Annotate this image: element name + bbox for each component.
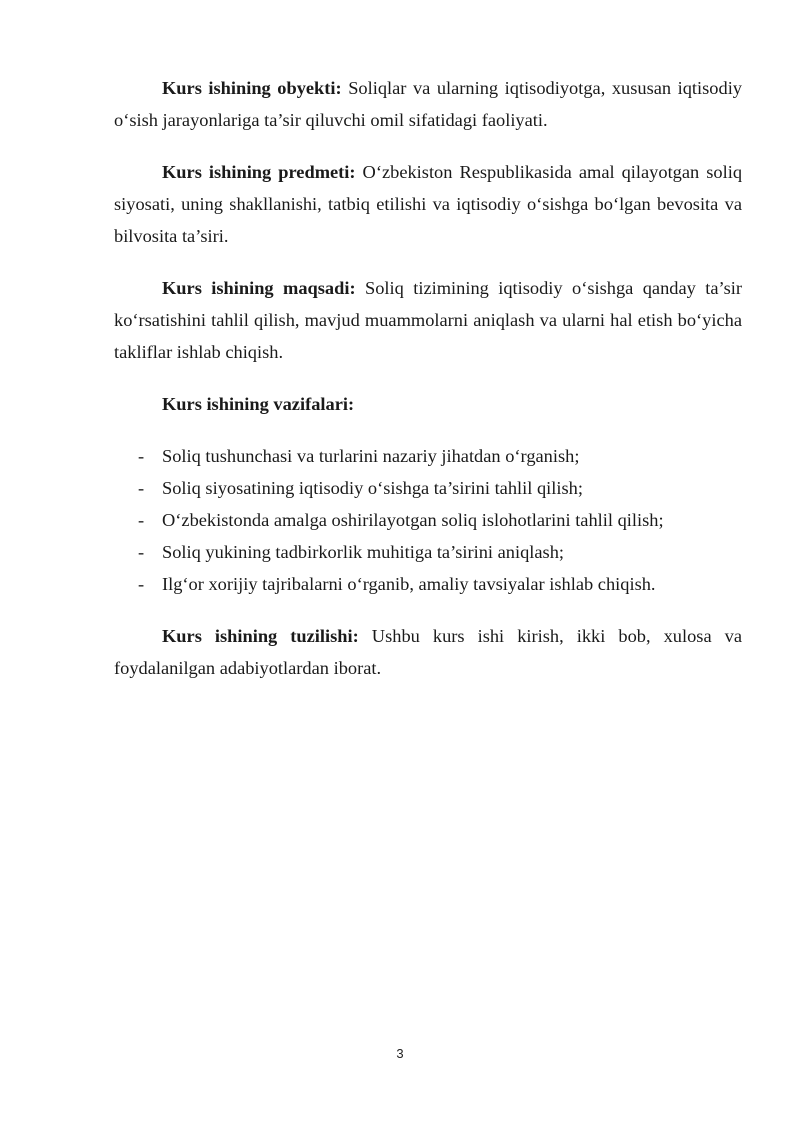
paragraph-obyekt [114, 72, 742, 136]
obyekt-text: Soliqlar va ularning iqtisodiyotga, xususan iqtisodiy o‘sish jarayonlariga ta’sir qiluvchi omil sifatidagi faoliyati. [114, 78, 742, 130]
predmet-text: O‘zbekiston Respublikasida amal qilayotgan soliq siyosati, uning shakllanishi, tatbiq etilishi va iqtisodiy o‘sishga bo‘lgan bevosita va bilvosita ta’siri. [114, 162, 743, 246]
vazifalar-heading: Kurs ishining vazifalari: [162, 394, 355, 414]
list-marker: - [138, 542, 145, 562]
task-list [114, 440, 742, 600]
list-item-text: Soliq yukining tadbirkorlik muhitiga ta’sirini aniqlash; [162, 542, 565, 562]
list-item-text: Soliq siyosatining iqtisodiy o‘sishga ta’sirini tahlil qilish; [162, 478, 583, 498]
list-item [114, 472, 742, 504]
list-marker: - [138, 446, 145, 466]
list-item-text: O‘zbekistonda amalga oshirilayotgan soliq islohotlarini tahlil qilish; [162, 510, 664, 530]
list-marker: - [138, 510, 145, 530]
page-content [114, 72, 742, 704]
list-item [114, 440, 742, 472]
paragraph-predmet [114, 156, 742, 252]
list-item-text: Ilg‘or xorijiy tajribalarni o‘rganib, amaliy tavsiyalar ishlab chiqish. [162, 574, 656, 594]
maqsad-text: Soliq tizimining iqtisodiy o‘sishga qanday ta’sir ko‘rsatishini tahlil qilish, mavjud muammolarni aniqlash va ularni hal etish bo‘yicha takliflar ishlab chiqish. [114, 278, 742, 362]
tuzilish-text: Ushbu kurs ishi kirish, ikki bob, xulosa va foydalanilgan adabiyotlardan iborat. [114, 626, 743, 678]
list-item [114, 536, 742, 568]
paragraph-maqsad [114, 272, 742, 368]
paragraph-tuzilish [114, 620, 742, 684]
obyekt-label: Kurs ishining obyekti: [162, 78, 342, 98]
list-item [114, 504, 742, 536]
list-marker: - [138, 574, 145, 594]
maqsad-label: Kurs ishining maqsadi: [162, 278, 356, 298]
list-item-text: Soliq tushunchasi va turlarini nazariy jihatdan o‘rganish; [162, 446, 580, 466]
page-number: 3 [396, 1046, 404, 1061]
predmet-label: Kurs ishining predmeti: [162, 162, 356, 182]
list-marker: - [138, 478, 145, 498]
list-item [114, 568, 742, 600]
tuzilish-label: Kurs ishining tuzilishi: [162, 626, 359, 646]
